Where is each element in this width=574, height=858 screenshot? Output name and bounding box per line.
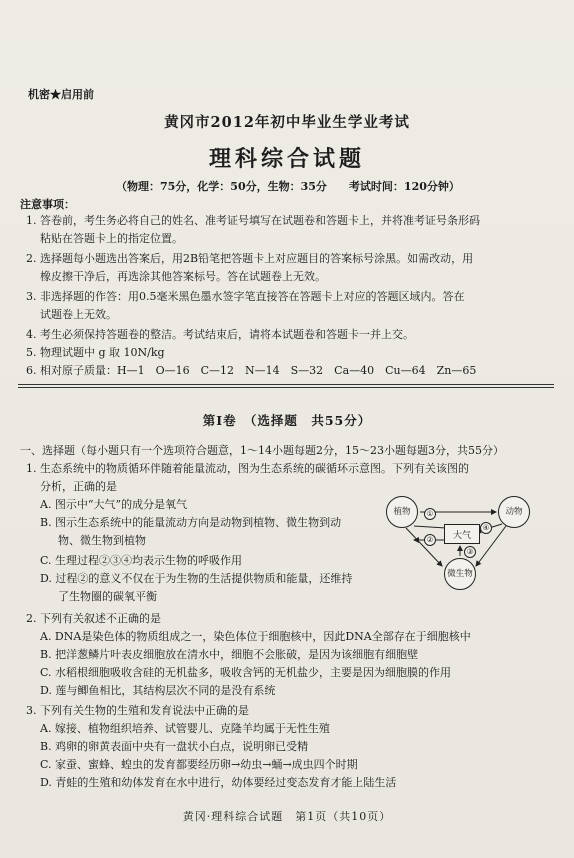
section-divider-top xyxy=(18,384,554,385)
part-title: 第Ⅰ卷 （选择题 共55分） xyxy=(202,413,372,428)
notice-item-1: 1. 答卷前，考生务必将自己的姓名、准考证号填写在试题卷和答题卡上，并将准考证号条形码 xyxy=(26,214,480,227)
carbon-cycle-diagram xyxy=(384,490,534,590)
node-microbe: 微生物 xyxy=(444,558,476,590)
q1-stem-cont: 分析，正确的是 xyxy=(40,480,117,493)
process-mark-3: ③ xyxy=(464,546,476,558)
page-footer: 黄冈·理科综合试题 第1页（共10页） xyxy=(182,810,392,823)
q3-option-c: C. 家蚕、蜜蜂、蝗虫的发育都要经历卵→幼虫→蛹→成虫四个时期 xyxy=(40,758,358,771)
q1-option-b: B. 图示生态系统中的能量流动方向是动物到植物、微生物到动 xyxy=(40,516,342,529)
notice-item-6: 6. 相对原子质量：H—1 O—16 C—12 N—14 S—32 Ca—40 Cu—64 Zn—65 xyxy=(26,364,477,377)
notice-item-5: 5. 物理试题中 g 取 10N/kg xyxy=(26,346,165,359)
section-instruction: 一、选择题（每小题只有一个选项符合题意，1～14小题每题2分，15～23小题每题3分，共55分） xyxy=(20,444,504,457)
q1-option-b-cont: 物、微生物到植物 xyxy=(58,534,146,547)
process-mark-1: ① xyxy=(424,508,436,520)
node-plant: 植物 xyxy=(386,496,418,528)
q2-option-c: C. 水稻根细胞吸收含硅的无机盐多，吸收含钙的无机盐少，主要是因为细胞膜的作用 xyxy=(40,666,452,679)
q3-option-b: B. 鸡卵的卵黄表面中央有一盘状小白点，说明卵已受精 xyxy=(40,740,309,753)
node-air: 大气 xyxy=(444,524,480,544)
section-divider-bottom xyxy=(18,387,554,388)
process-mark-2: ② xyxy=(424,534,436,546)
q1-option-a: A. 图示中“大气”的成分是氧气 xyxy=(40,498,188,511)
secret-label: 机密★启用前 xyxy=(28,88,94,101)
q3-stem: 3. 下列有关生物的生殖和发育说法中正确的是 xyxy=(26,704,249,717)
node-animal: 动物 xyxy=(498,496,530,528)
main-title: 理科综合试题 xyxy=(208,146,365,172)
q2-option-a: A. DNA是染色体的物质组成之一，染色体位于细胞核中，因此DNA全部存在于细胞核中 xyxy=(40,630,471,643)
exam-title: 黄冈市2012年初中毕业生学业考试 xyxy=(164,114,410,131)
q2-stem: 2. 下列有关叙述不正确的是 xyxy=(26,612,161,625)
notice-item-1-cont: 粘贴在答题卡上的指定位置。 xyxy=(40,232,183,245)
notice-item-2-cont: 橡皮擦干净后，再选涂其他答案标号。答在试题卷上无效。 xyxy=(40,270,326,283)
notice-item-4: 4. 考生必须保持答题卷的整洁。考试结束后，请将本试题卷和答题卡一并上交。 xyxy=(26,328,414,341)
q3-option-a: A. 嫁接、植物组织培养、试管婴儿、克隆羊均属于无性生殖 xyxy=(40,722,330,735)
q1-stem: 1. 生态系统中的物质循环伴随着能量流动，图为生态系统的碳循环示意图。下列有关该图的 xyxy=(26,462,469,475)
score-allocation: （物理：75分，化学：50分，生物：35分 考试时间：120分钟） xyxy=(116,180,460,193)
notice-title: 注意事项： xyxy=(20,198,75,211)
q2-option-d: D. 莲与鲫鱼相比，其结构层次不同的是没有系统 xyxy=(40,684,276,697)
notice-item-2: 2. 选择题每小题选出答案后，用2B铅笔把答题卡上对应题目的答案标号涂黑。如需改动，用 xyxy=(26,252,474,265)
notice-item-3: 3. 非选择题的作答：用0.5毫米黑色墨水签字笔直接答在答题卡上对应的答题区域内。答在 xyxy=(26,290,465,303)
process-mark-4: ④ xyxy=(480,522,492,534)
notice-item-3-cont: 试题卷上无效。 xyxy=(40,308,117,321)
q3-option-d: D. 青蛙的生殖和幼体发育在水中进行，幼体要经过变态发育才能上陆生活 xyxy=(40,776,397,789)
q2-option-b: B. 把洋葱鳞片叶表皮细胞放在清水中，细胞不会胀破，是因为该细胞有细胞壁 xyxy=(40,648,419,661)
q1-option-d: D. 过程②的意义不仅在于为生物的生活提供物质和能量，还维持 xyxy=(40,572,353,585)
q1-option-c: C. 生理过程②③④均表示生物的呼吸作用 xyxy=(40,554,243,567)
q1-option-d-cont: 了生物圈的碳氧平衡 xyxy=(58,590,157,603)
